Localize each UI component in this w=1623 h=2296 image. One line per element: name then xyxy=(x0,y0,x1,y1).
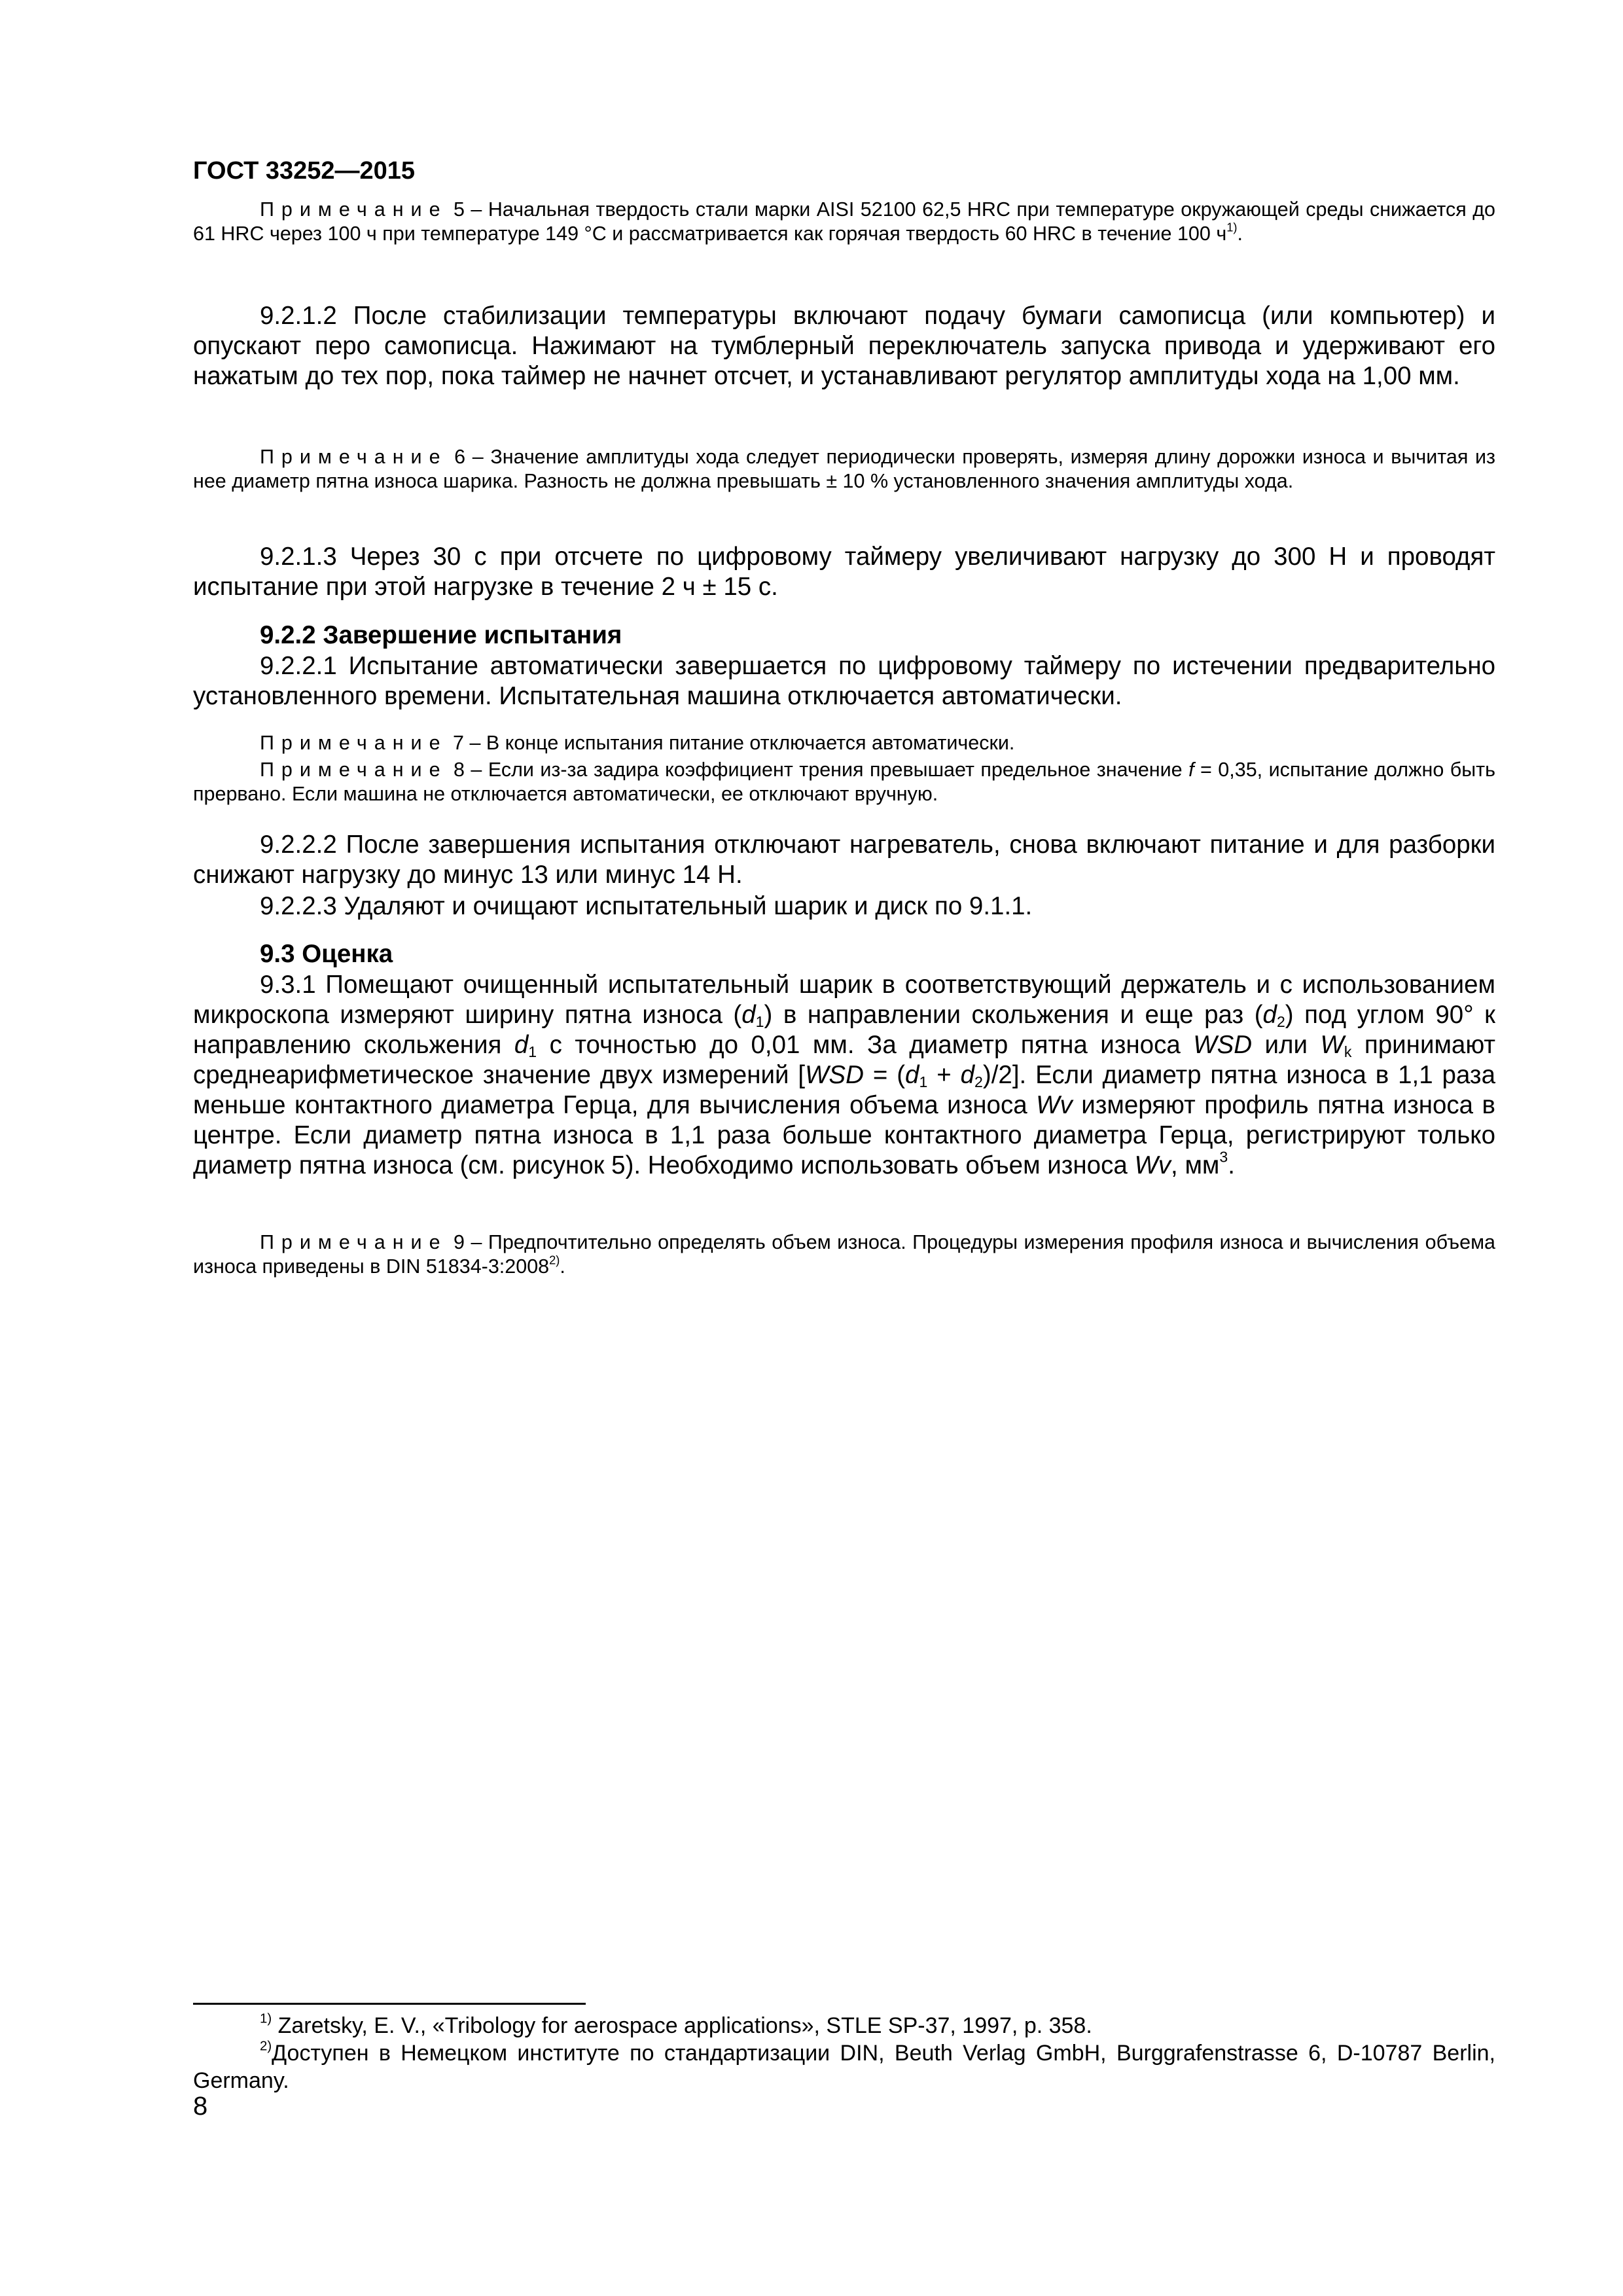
var-d: d xyxy=(960,1061,975,1089)
note-text: 6 – Значение амплитуды хода следует периодически проверять, измеряя длину дорожки износа и вычитая из нее диаметр пятна износа шарика. Разность не должна превышать ± 10 % установленного значения амплитуды хода. xyxy=(193,446,1495,492)
text: + xyxy=(927,1061,961,1089)
text: ) в направлении скольжения и еще раз ( xyxy=(764,1001,1263,1029)
variable-f: f xyxy=(1188,759,1194,781)
note-text: 9 – Предпочтительно определять объем износа. Процедуры измерения профиля износа и вычисления объема износа приведены в DIN 51834-3:2008 xyxy=(193,1231,1495,1278)
text: 9.3.1 Помещают очищенный испытательный шарик в соответствующий держатель и с использованием микроскопа измеряют ширину пятна износа ( xyxy=(193,971,1495,1029)
sub: 2 xyxy=(1276,1013,1285,1030)
text: измеряют профиль пятна износа в центре. Если диаметр пятна износа в 1,1 раза больше контактного диаметра Герца, регистрируют только диаметр пятна износа (см. рисунок 5). Необходимо использовать объем износа xyxy=(193,1091,1495,1179)
note-text: 7 – В конце испытания питание отключается автоматически. xyxy=(447,732,1015,754)
paragraph-9-2-2-3: 9.2.2.3 Удаляют и очищают испытательный шарик и диск по 9.1.1. xyxy=(260,892,1033,920)
sub: 1 xyxy=(528,1043,537,1060)
sub: 1 xyxy=(919,1073,928,1090)
sub: 2 xyxy=(974,1073,983,1090)
var-d: d xyxy=(514,1031,529,1059)
text: , мм xyxy=(1171,1151,1220,1179)
footnote-ref: 1) xyxy=(1226,220,1238,234)
text: )/2]. Если диаметр пятна износа в 1,1 раза меньше контактного диаметра Герца, для вычисления объема износа xyxy=(193,1061,1495,1119)
footnote-text: Zaretsky, E. V., «Tribology for aerospace applications», STLE SP-37, 1997, p. 358. xyxy=(272,2013,1092,2038)
note-end: . xyxy=(560,1255,565,1278)
footnote-text: Доступен в Немецком институте по стандартизации DIN, Beuth Verlag GmbH, Burggrafenstrasse 6, D-10787 Berlin, Germany. xyxy=(193,2041,1495,2093)
note-7 xyxy=(193,731,1495,755)
note-9 xyxy=(193,1230,1495,1279)
sup: 3 xyxy=(1219,1148,1228,1166)
sub: k xyxy=(1344,1043,1352,1060)
section-heading-9-2-2: 9.2.2 Завершение испытания xyxy=(260,621,622,649)
note-end: . xyxy=(1237,223,1243,245)
paragraph-9-2-2-2: 9.2.2.2 После завершения испытания отключают нагреватель, снова включают питание и для разборки снижают нагрузку до минус 13 или минус 14 Н. xyxy=(193,831,1495,889)
text: ) под углом 90° к направлению скольжения xyxy=(193,1001,1495,1059)
text: с точностью до 0,01 мм. За диаметр пятна износа xyxy=(537,1031,1194,1059)
var-w: W xyxy=(1320,1031,1344,1059)
note-5 xyxy=(193,198,1495,246)
note-label: Примечание xyxy=(260,446,448,468)
footnote-ref: 2) xyxy=(549,1253,560,1267)
note-label: Примечание xyxy=(260,732,448,754)
paragraph-9-2-2-1: 9.2.2.1 Испытание автоматически завершается по цифровому таймеру по истечении предварительно установленного времени. Испытательная машина отключается автоматически. xyxy=(193,652,1495,710)
var-wsd: WSD xyxy=(805,1061,864,1089)
paragraph-9-2-1-2: 9.2.1.2 После стабилизации температуры включают подачу бумаги самописца (или компьютер) и опускают перо самописца. Нажимают на тумблерный переключатель запуска привода и удерживают его нажатым до тех пор, пока таймер не начнет отсчет, и устанавливают регулятор амплитуды хода на 1,00 мм. xyxy=(193,302,1495,390)
text: = ( xyxy=(863,1061,906,1089)
footnote-mark: 2) xyxy=(260,2039,272,2054)
var-wv: Wv xyxy=(1036,1091,1073,1119)
var-wv: Wv xyxy=(1134,1151,1171,1179)
footnote-2 xyxy=(193,2039,1495,2094)
note-8 xyxy=(193,758,1495,806)
sub: 1 xyxy=(755,1013,764,1030)
page-number: 8 xyxy=(193,2092,208,2121)
var-d: d xyxy=(1262,1001,1277,1029)
footnote-1 xyxy=(193,2012,1495,2039)
footnote-mark: 1) xyxy=(260,2011,272,2026)
var-d: d xyxy=(905,1061,919,1089)
var-wsd: WSD xyxy=(1193,1031,1253,1059)
note-text-cont: = 0,35, испытание должно быть прервано. Если машина не отключается автоматически, ее отключают вручную. xyxy=(193,759,1495,805)
note-6 xyxy=(193,445,1495,493)
section-heading-9-3: 9.3 Оценка xyxy=(260,940,393,968)
note-label: Примечание xyxy=(260,198,448,221)
text: . xyxy=(1228,1151,1235,1179)
paragraph-9-3-1 xyxy=(193,970,1495,1181)
text: или xyxy=(1252,1031,1321,1059)
note-label: Примечание xyxy=(260,759,448,781)
note-text: 5 – Начальная твердость стали марки AISI 52100 62,5 HRC при температуре окружающей среды снижается до 61 HRC через 100 ч при температуре 149 °С и рассматривается как горячая твердость 60 HRC в течение 100 ч xyxy=(193,198,1495,245)
text: принимают среднеарифметическое значение двух измерений [ xyxy=(193,1031,1495,1089)
note-label: Примечание xyxy=(260,1231,448,1253)
note-text: 8 – Если из-за задира коэффициент трения превышает предельное значение xyxy=(447,759,1189,781)
paragraph-9-2-1-3: 9.2.1.3 Через 30 с при отсчете по цифровому таймеру увеличивают нагрузку до 300 Н и проводят испытание при этой нагрузке в течение 2 ч ± 15 с. xyxy=(193,543,1495,601)
footnote-separator xyxy=(193,2003,586,2005)
document-header: ГОСТ 33252—2015 xyxy=(193,157,416,185)
var-d: d xyxy=(741,1001,756,1029)
